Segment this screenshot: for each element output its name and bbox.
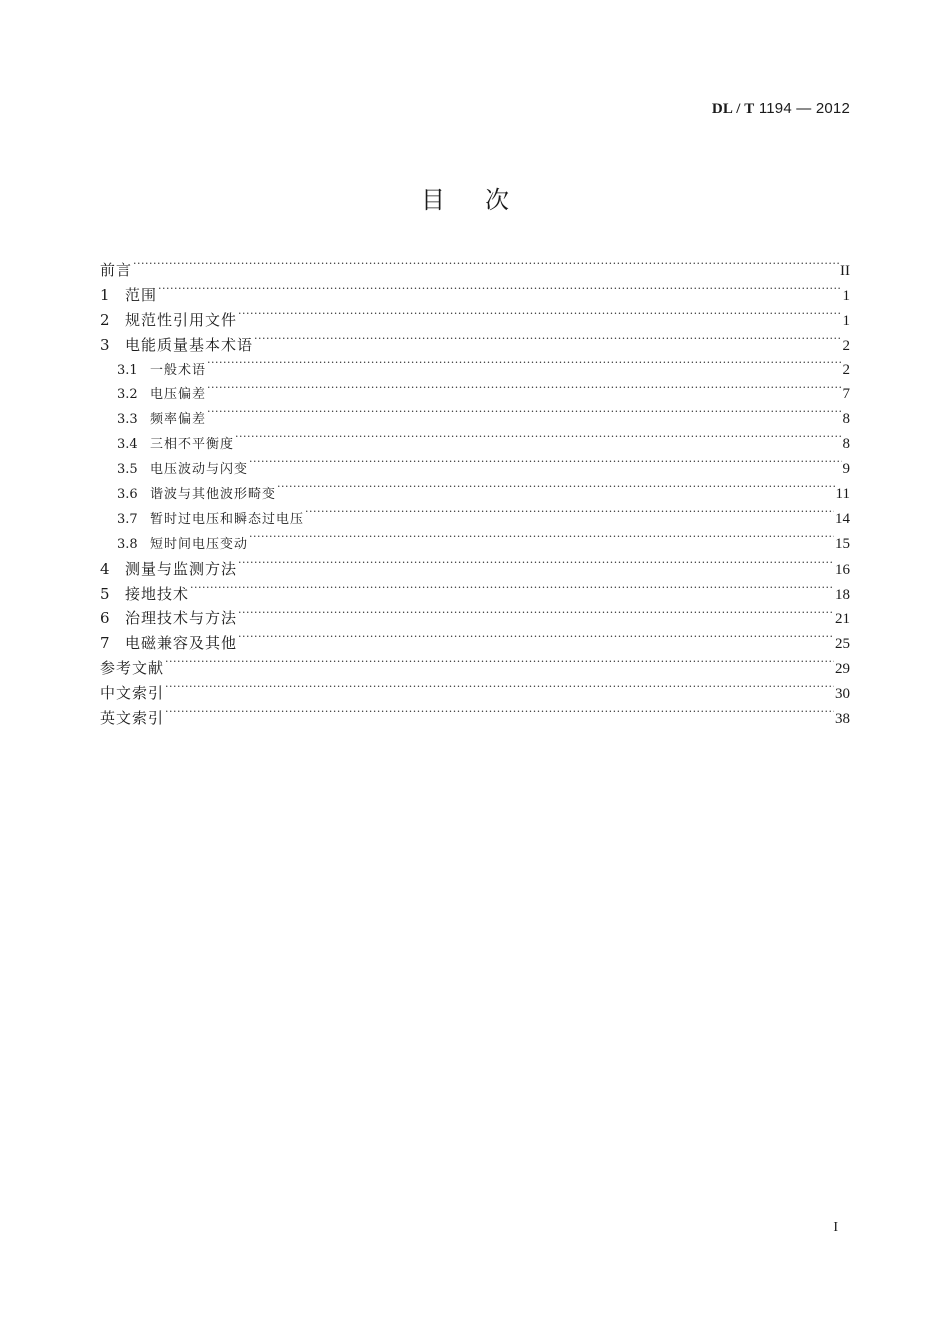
toc-leader-dots [207, 361, 841, 374]
toc-entry-number: 6 [100, 609, 110, 628]
toc-entry-label: 电磁兼容及其他 [125, 634, 238, 653]
toc-entry-number: 3.5 [117, 462, 138, 478]
toc-entry[interactable] [100, 308, 850, 333]
toc-entry[interactable] [100, 358, 850, 383]
toc-leader-dots [238, 608, 834, 623]
toc-entry-page: 14 [835, 510, 850, 527]
toc-entry-number: 4 [100, 559, 110, 578]
toc-leader-dots [207, 410, 841, 423]
toc-entry[interactable] [100, 407, 850, 432]
toc-entry-label: 三相不平衡度 [150, 437, 235, 453]
toc-entry-label: 接地技术 [125, 584, 190, 603]
toc-entry-page: 15 [835, 535, 850, 552]
toc-entry-number: 3.4 [117, 437, 138, 453]
toc-leader-dots [165, 683, 834, 698]
footer-page-number: I [833, 1220, 838, 1235]
toc-entry-number: 3.6 [117, 487, 138, 503]
toc-leader-dots [249, 460, 841, 473]
toc-entry-page: 2 [842, 361, 850, 378]
toc-entry[interactable] [100, 706, 850, 731]
toc-entry[interactable] [100, 283, 850, 308]
toc-entry[interactable] [100, 457, 850, 482]
toc-entry-label: 短时间电压变动 [150, 536, 249, 552]
toc-entry-page: 38 [835, 711, 850, 728]
toc-entry-label: 电压偏差 [150, 387, 207, 403]
toc-entry-label: 参考文献 [100, 659, 165, 678]
toc-entry-label: 英文索引 [100, 709, 165, 728]
toc-entry[interactable] [100, 582, 850, 607]
toc-entry-page: 8 [842, 436, 850, 453]
toc-entry-page: II [840, 263, 850, 279]
toc-entry-label: 范围 [125, 285, 158, 304]
toc-entry[interactable] [100, 507, 850, 532]
toc-entry[interactable] [100, 681, 850, 706]
toc-entry-number: 3.3 [117, 412, 138, 428]
toc-entry-page: 30 [835, 686, 850, 703]
toc-entry-page: 2 [842, 337, 850, 354]
toc-entry-label: 规范性引用文件 [125, 310, 238, 329]
toc-entry-page: 25 [835, 636, 850, 653]
table-of-contents [100, 258, 850, 731]
toc-leader-dots [238, 310, 841, 325]
toc-entry[interactable] [100, 656, 850, 681]
toc-entry-page: 16 [835, 561, 850, 578]
toc-entry-page: 1 [842, 312, 850, 329]
toc-entry-label: 一般术语 [150, 362, 207, 378]
toc-entry[interactable] [100, 333, 850, 358]
toc-entry-number: 3.1 [117, 362, 138, 378]
toc-entry-number: 7 [100, 634, 110, 653]
toc-entry[interactable] [100, 631, 850, 656]
toc-entry-number: 3 [100, 335, 110, 354]
toc-entry[interactable] [100, 258, 850, 283]
toc-entry-label: 治理技术与方法 [125, 609, 238, 628]
toc-leader-dots [165, 708, 834, 723]
toc-entry[interactable] [100, 382, 850, 407]
toc-entry[interactable] [100, 482, 850, 507]
toc-entry-label: 电能质量基本术语 [125, 335, 254, 354]
toc-leader-dots [133, 260, 839, 275]
toc-entry-page: 9 [842, 461, 850, 478]
toc-leader-dots [277, 485, 835, 498]
toc-entry-page: 7 [842, 386, 850, 403]
toc-leader-dots [249, 535, 834, 548]
toc-entry-number: 3.2 [117, 387, 138, 403]
toc-leader-dots [158, 285, 841, 300]
toc-entry-label: 谐波与其他波形畸变 [150, 487, 277, 503]
toc-entry-page: 1 [842, 287, 850, 304]
standard-code [712, 100, 850, 118]
toc-entry-page: 21 [835, 611, 850, 628]
toc-leader-dots [254, 335, 841, 350]
toc-entry[interactable] [100, 432, 850, 457]
toc-entry-label: 电压波动与闪变 [150, 462, 249, 478]
toc-leader-dots [235, 435, 841, 448]
toc-entry-number: 3.7 [117, 511, 138, 527]
toc-entry-page: 11 [835, 486, 850, 503]
toc-leader-dots [165, 658, 834, 673]
standard-prefix: DL / T [711, 101, 755, 117]
toc-entry-label: 频率偏差 [150, 412, 207, 428]
toc-leader-dots [190, 584, 834, 599]
toc-entry[interactable] [100, 606, 850, 631]
page-title: 目次 [421, 186, 549, 214]
toc-entry-label: 前言 [100, 261, 133, 279]
toc-entry-page: 18 [835, 586, 850, 603]
toc-entry[interactable] [100, 532, 850, 557]
toc-entry-number: 2 [100, 310, 110, 329]
toc-entry-number: 5 [100, 584, 110, 603]
toc-entry-label: 测量与监测方法 [125, 559, 238, 578]
toc-entry-page: 29 [835, 661, 850, 678]
toc-entry-number: 3.8 [117, 536, 138, 552]
toc-entry-label: 暂时过电压和瞬态过电压 [150, 511, 305, 527]
standard-number: 1194 — 2012 [758, 100, 850, 117]
toc-leader-dots [238, 559, 834, 574]
toc-entry-label: 中文索引 [100, 684, 165, 703]
toc-entry-number: 1 [100, 285, 110, 304]
toc-leader-dots [238, 633, 834, 648]
toc-entry-page: 8 [842, 411, 850, 428]
toc-leader-dots [207, 385, 841, 398]
toc-leader-dots [305, 510, 834, 523]
toc-entry[interactable] [100, 557, 850, 582]
